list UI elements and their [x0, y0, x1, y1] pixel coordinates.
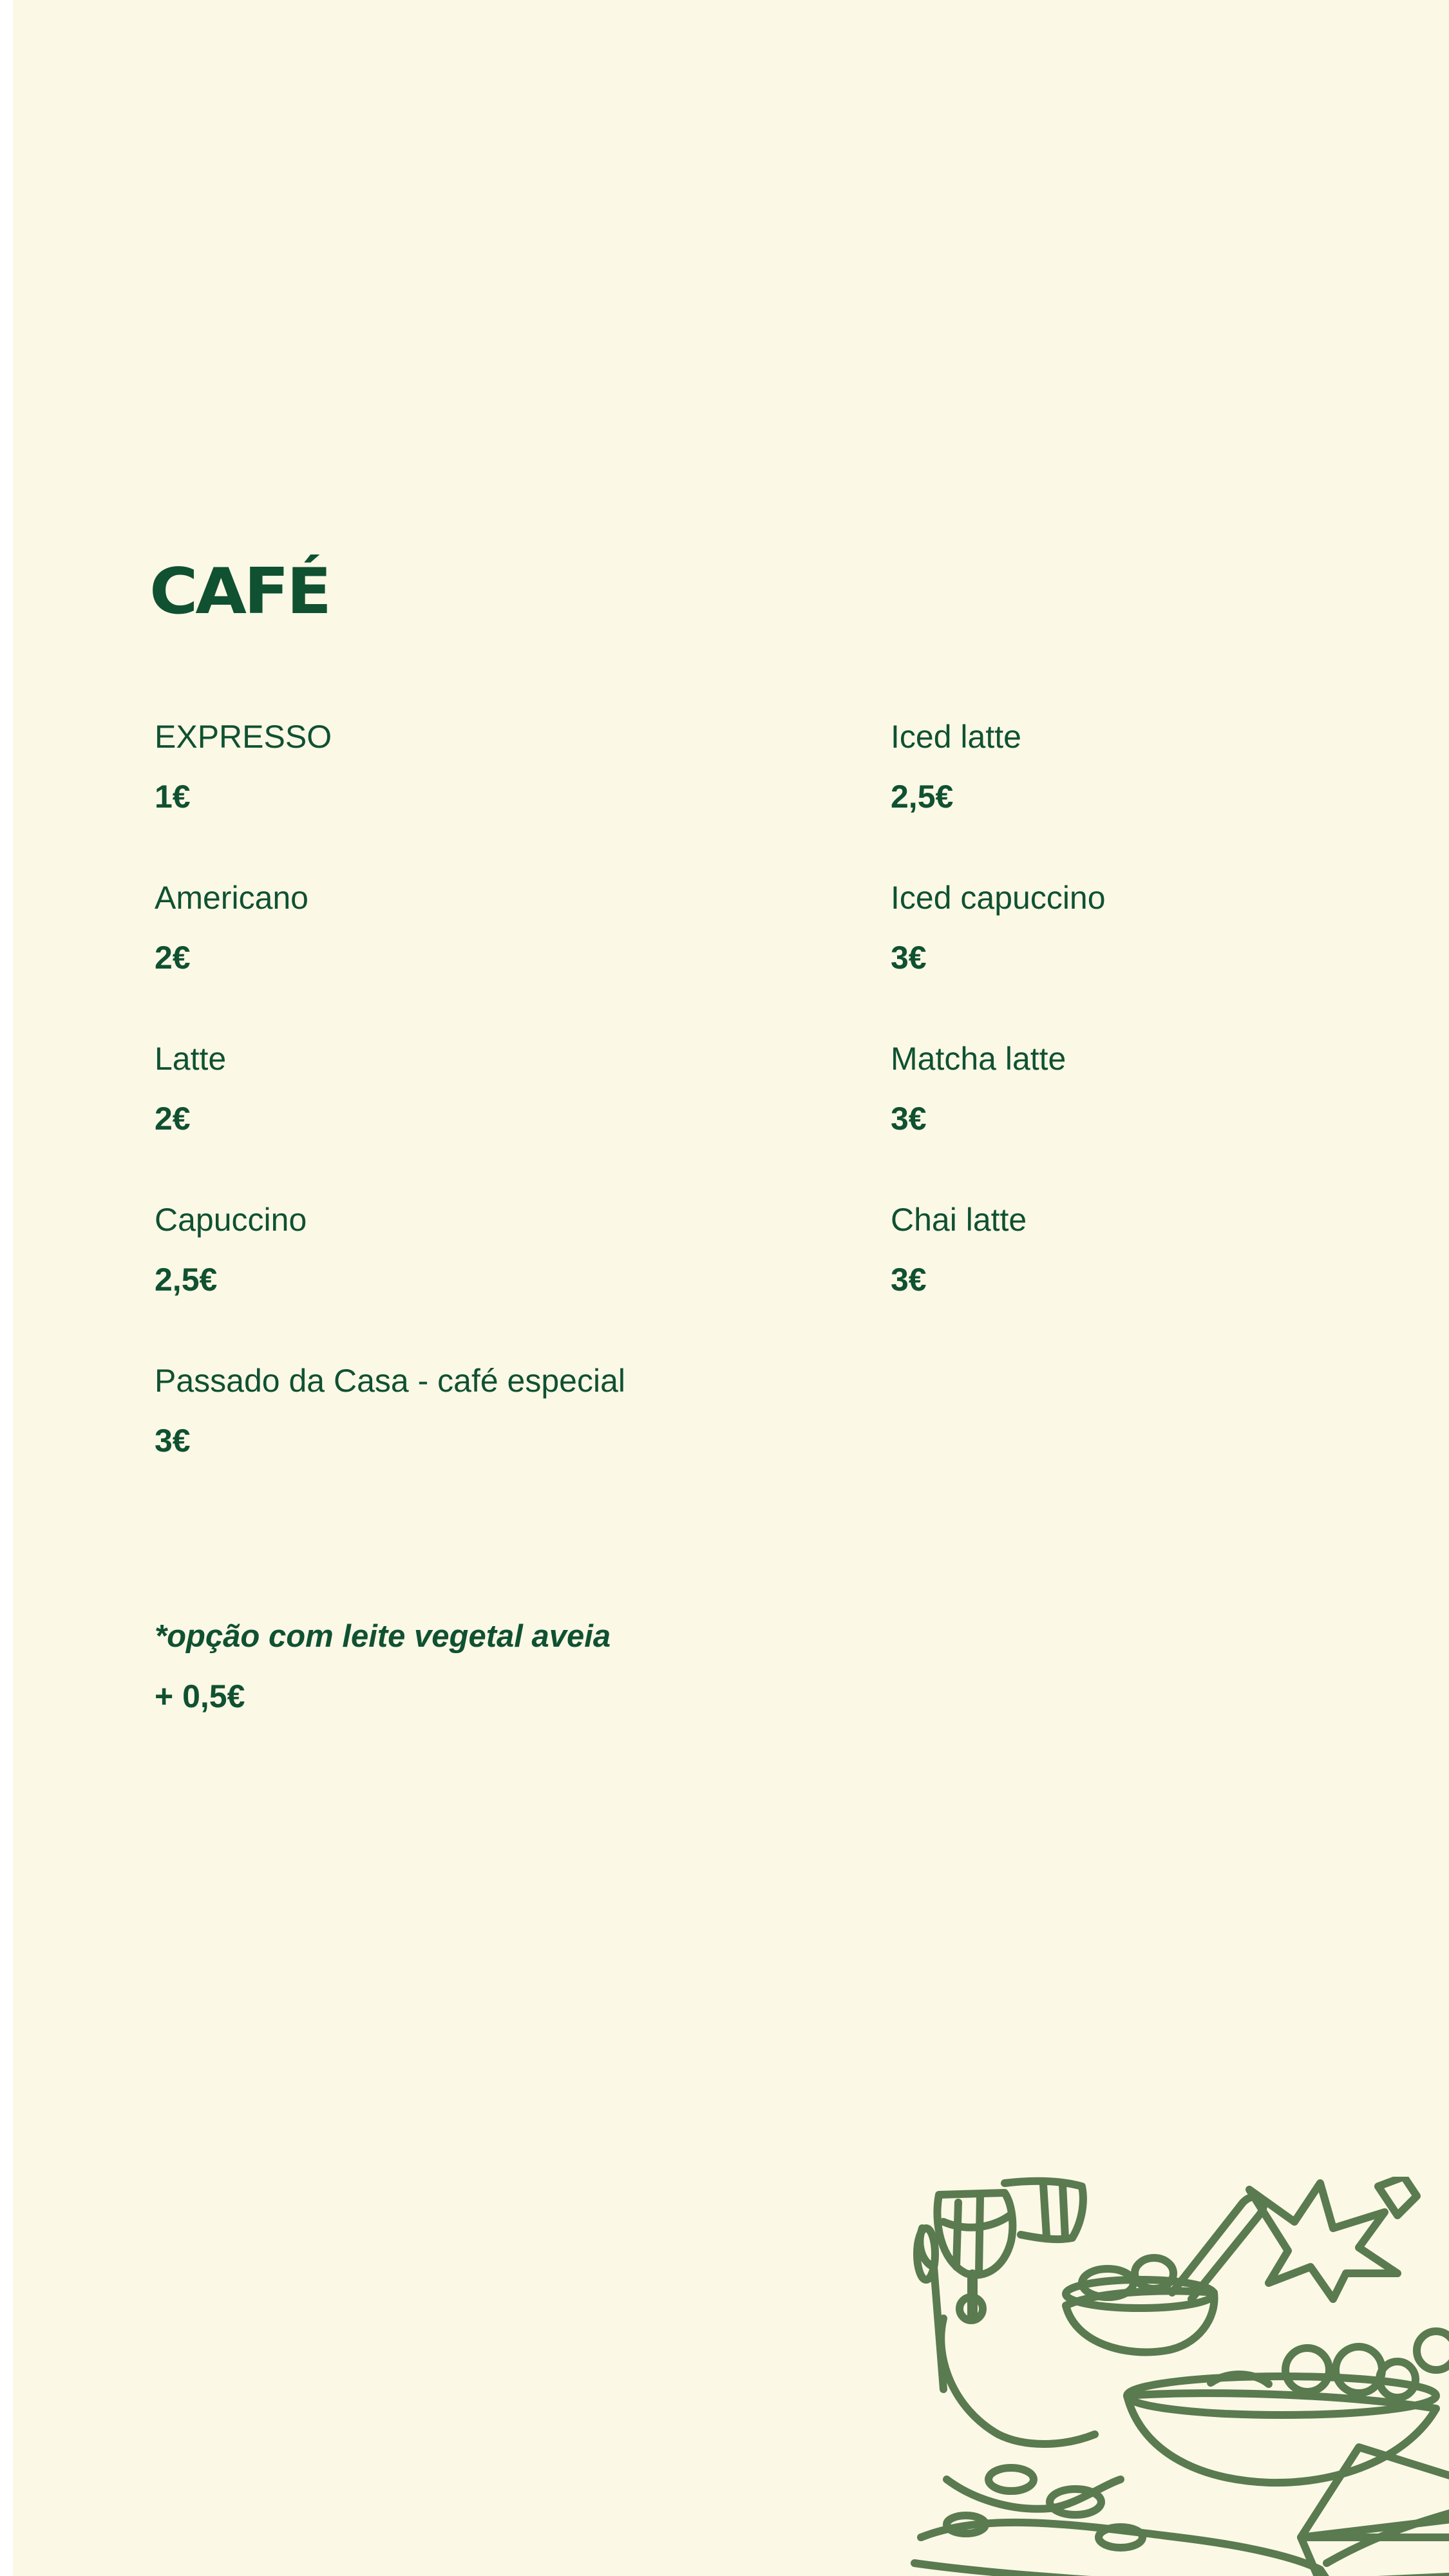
menu-item-chai-latte	[891, 1204, 1027, 1296]
menu-item-name: Chai latte	[891, 1202, 1027, 1238]
menu-item-matcha-latte	[891, 1043, 1066, 1135]
menu-title: CAFÉ	[149, 555, 329, 629]
menu-item-name: Americano	[155, 880, 308, 916]
menu-item-name: Iced capuccino	[891, 880, 1106, 916]
plant-milk-note	[155, 1621, 611, 1712]
menu-item-price: 3€	[891, 940, 927, 976]
menu-item-price: 3€	[891, 1262, 927, 1298]
menu-item-name: Latte	[155, 1041, 227, 1077]
menu-item-americano	[155, 882, 308, 974]
menu-item-price: 2€	[155, 1101, 191, 1137]
plant-milk-note-text: *opção com leite vegetal aveia	[155, 1619, 611, 1654]
menu-item-price: 1€	[155, 779, 191, 815]
menu-item-name: EXPRESSO	[155, 719, 332, 755]
menu-item-price: 3€	[891, 1101, 927, 1137]
menu-item-price: 2€	[155, 940, 191, 976]
menu-item-price: 2,5€	[891, 779, 954, 815]
menu-item-latte	[155, 1043, 226, 1135]
menu-item-passado-da-casa	[155, 1365, 625, 1457]
food-and-drinks-illustration-icon	[908, 2177, 1449, 2576]
menu-item-name: Iced latte	[891, 719, 1021, 755]
menu-item-iced-latte	[891, 721, 1021, 813]
menu-page	[13, 0, 1449, 2576]
menu-item-name: Matcha latte	[891, 1041, 1066, 1077]
menu-item-capuccino	[155, 1204, 307, 1296]
menu-item-name: Passado da Casa - café especial	[155, 1363, 625, 1399]
plant-milk-surcharge: + 0,5€	[155, 1678, 245, 1714]
menu-item-iced-capuccino	[891, 882, 1106, 974]
menu-item-expresso	[155, 721, 332, 813]
menu-item-price: 3€	[155, 1423, 191, 1459]
menu-item-price: 2,5€	[155, 1262, 218, 1298]
menu-item-name: Capuccino	[155, 1202, 307, 1238]
